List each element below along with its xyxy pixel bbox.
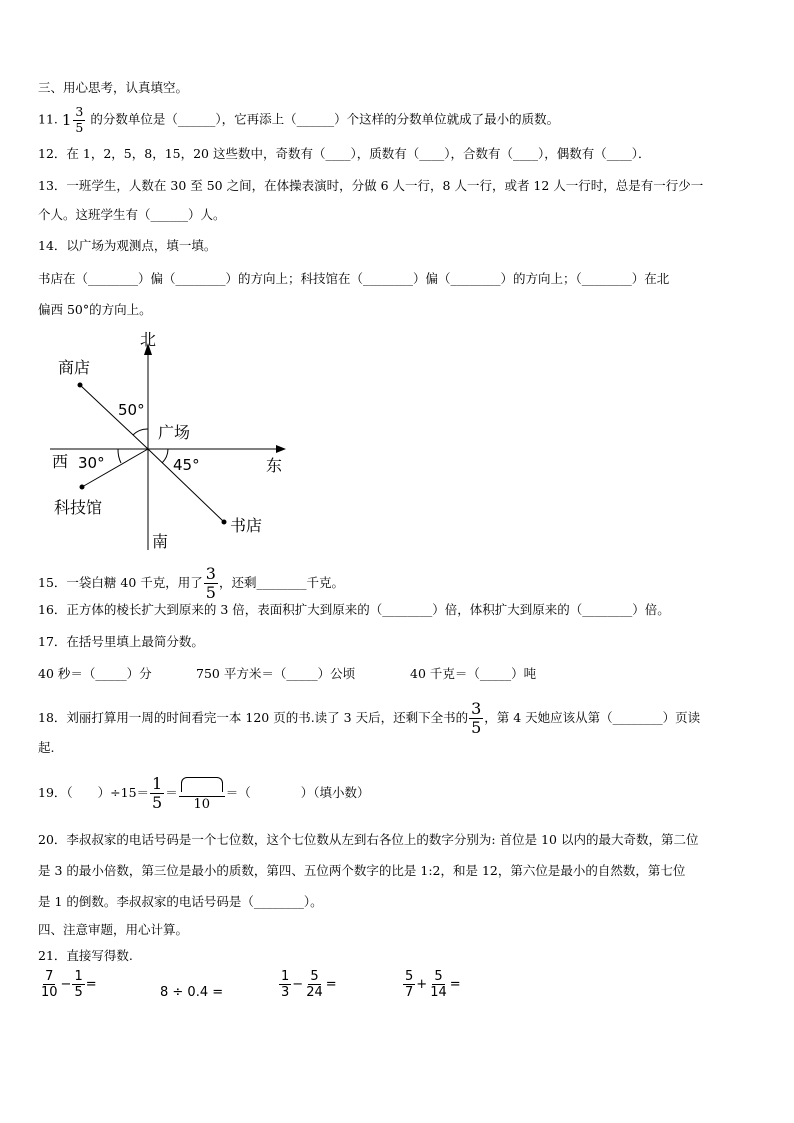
question-11 <box>38 106 559 134</box>
calc-3-frac-b <box>304 970 325 999</box>
calc-3 <box>278 970 337 999</box>
angle-arc-w <box>118 449 121 463</box>
east-arrow-icon <box>276 445 286 453</box>
label-south: 南 <box>152 532 169 551</box>
angle-arc-se <box>162 449 168 463</box>
question-19 <box>38 776 370 811</box>
calc-4 <box>402 970 461 999</box>
calc-3-op: − <box>292 977 304 992</box>
question-20-line-1: 20．李叔叔家的电话号码是一个七位数，这个七位数从左到右各位上的数字分别为: 首位是 10 以内的最大奇数，第二位 <box>38 832 699 847</box>
question-17-item-c: 40 千克＝（_____）吨 <box>410 666 537 681</box>
q11-numerator: 3 <box>75 104 84 119</box>
section-3-heading: 三、用心思考，认真填空。 <box>38 80 189 95</box>
calc-4-frac-b <box>428 970 449 999</box>
calc-2 <box>160 985 223 1000</box>
calc-1-b-num: 1 <box>74 969 83 984</box>
calc-3-a-den: 3 <box>281 985 290 1000</box>
angle-arc-nw <box>133 429 148 435</box>
q19-eq: ＝ <box>165 785 178 800</box>
calc-3-a-num: 1 <box>281 969 290 984</box>
calc-3-frac-a <box>279 970 291 999</box>
calc-1-eq: = <box>85 977 97 992</box>
q11-fraction <box>73 106 85 134</box>
calc-1-frac-a <box>39 970 60 999</box>
label-shop: 商店 <box>58 358 91 377</box>
calc-3-eq: = <box>325 977 337 992</box>
q11-text: 的分数单位是（______），它再添上（______）个这样的分数单位就成了最小的质数。 <box>90 111 560 127</box>
label-bookstore: 书店 <box>230 516 263 535</box>
q15-fraction <box>204 566 218 601</box>
calc-3-b-den: 24 <box>306 985 323 1000</box>
question-21-title: 21．直接写得数. <box>38 948 133 963</box>
calc-3-b-num: 5 <box>310 969 319 984</box>
question-17-title: 17．在括号里填上最简分数。 <box>38 634 204 649</box>
q19-fraction-2 <box>179 777 225 811</box>
q19-f1-numerator: 1 <box>152 774 163 793</box>
label-center: 广场 <box>158 423 191 442</box>
calc-1-frac-b <box>72 970 84 999</box>
q11-whole: 1 <box>61 111 72 129</box>
calc-1-a-num: 7 <box>45 969 54 984</box>
q11-mixed-number <box>62 106 87 134</box>
q15-denominator: 5 <box>205 583 216 602</box>
q15-numerator: 3 <box>205 564 216 583</box>
label-tech: 科技馆 <box>54 498 103 517</box>
q11-number: 11. <box>38 111 58 127</box>
question-15 <box>38 566 344 601</box>
q19-post: ＝（ ）（填小数） <box>225 785 370 800</box>
q19-f2-numerator-box <box>179 777 225 797</box>
question-14-title: 14．以广场为观测点，填一填。 <box>38 238 217 253</box>
q18-fraction <box>469 701 483 736</box>
calc-4-a-num: 5 <box>405 969 414 984</box>
calc-4-eq: = <box>449 977 461 992</box>
q15-post: ，还剩________千克。 <box>218 575 344 590</box>
q18-denominator: 5 <box>471 718 482 737</box>
label-east: 东 <box>266 456 283 475</box>
label-angle-30: 30° <box>78 454 105 472</box>
calc-4-op: + <box>416 977 428 992</box>
calc-4-b-num: 5 <box>434 969 443 984</box>
calc-4-a-den: 7 <box>405 985 414 1000</box>
compass-diagram <box>40 325 300 555</box>
question-12: 12．在 1，2，5，8，15，20 这些数中，奇数有（____），质数有（____），合数有（____），偶数有（____）． <box>38 146 651 161</box>
q19-f1-denominator: 5 <box>152 793 163 812</box>
calc-1 <box>38 970 97 999</box>
shop-point <box>78 383 83 388</box>
q18-post: ，第 4 天她应该从第（________）页读 <box>484 710 701 725</box>
q15-pre: 15．一袋白糖 40 千克，用了 <box>38 575 203 590</box>
q19-pre: 19．（ ）÷15＝ <box>38 785 150 800</box>
question-14-line-2: 偏西 50°的方向上。 <box>38 302 152 317</box>
question-20-line-3: 是 1 的倒数。李叔叔家的电话号码是（________）。 <box>38 894 323 909</box>
bookstore-point <box>222 520 227 525</box>
question-17-item-a: 40 秒＝（_____）分 <box>38 666 152 681</box>
calc-1-a-den: 10 <box>41 985 58 1000</box>
calc-1-op: − <box>60 977 72 992</box>
calc-1-b-den: 5 <box>74 985 83 1000</box>
q18-pre: 18．刘丽打算用一周的时间看完一本 120 页的书.读了 3 天后，还剩下全书的 <box>38 710 469 725</box>
label-angle-45: 45° <box>173 456 200 474</box>
question-13-line-1: 13．一班学生，人数在 30 至 50 之间，在体操表演时，分做 6 人一行，8 人一行，或者 12 人一行时，总是有一行少一 <box>38 178 704 193</box>
calc-2-text: 8 ÷ 0.4 = <box>160 985 224 1000</box>
question-18-line-1 <box>38 701 700 736</box>
question-14-line-1: 书店在（________）偏（________）的方向上；科技馆在（________）偏（________）的方向上；（________）在北 <box>38 271 670 286</box>
q11-denominator: 5 <box>75 119 84 135</box>
label-angle-50: 50° <box>118 401 145 419</box>
question-18-line-2: 起. <box>38 740 55 755</box>
calc-4-b-den: 14 <box>430 985 447 1000</box>
q18-numerator: 3 <box>471 699 482 718</box>
question-13-line-2: 个人。这班学生有（______）人。 <box>38 207 226 222</box>
label-west: 西 <box>52 452 69 471</box>
q19-fraction-1 <box>150 776 164 811</box>
question-17-item-b: 750 平方米＝（_____）公顷 <box>196 666 356 681</box>
question-16: 16．正方体的棱长扩大到原来的 3 倍，表面积扩大到原来的（________）倍，体积扩大到原来的（________）倍。 <box>38 602 670 617</box>
tech-point <box>80 485 85 490</box>
section-4-heading: 四、注意审题，用心计算。 <box>38 922 189 937</box>
label-north: 北 <box>140 330 157 349</box>
q19-f2-denominator: 10 <box>193 796 211 812</box>
question-20-line-2: 是 3 的最小倍数，第三位是最小的质数，第四、五位两个数字的比是 1:2，和是 12，第六位是最小的自然数，第七位 <box>38 863 686 878</box>
q19-blank-box <box>181 777 223 792</box>
calc-4-frac-a <box>403 970 415 999</box>
